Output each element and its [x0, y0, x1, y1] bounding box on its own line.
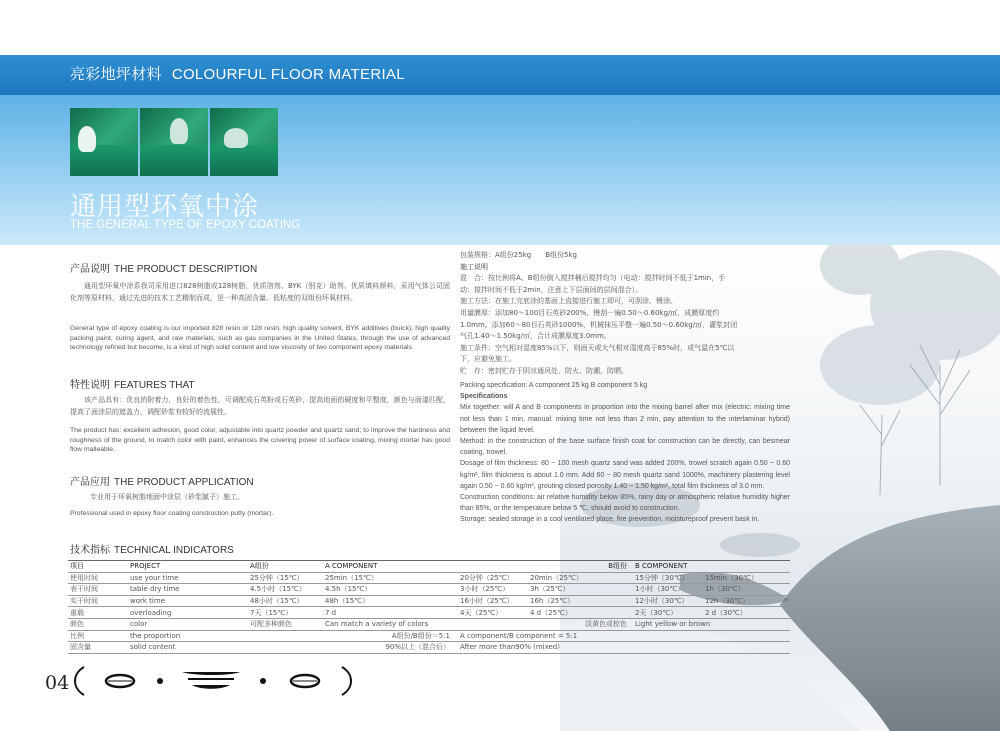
- table-cell: 16小时（25℃）: [458, 595, 528, 607]
- table-cell: 4 d（25℃）: [528, 607, 633, 619]
- features-heading: [70, 376, 195, 391]
- table-cell: 2 d（30℃）: [703, 607, 790, 619]
- floor-photo-3: [210, 108, 278, 176]
- technical-table: [68, 560, 790, 654]
- features-heading-en: FEATURES THAT: [114, 380, 195, 391]
- instruction-en-line: Construction conditions: air relative humidity below 85%, rainy day or atmospheric relative humidity higher than 85%, or the temperature below 5 ℃, should avoid to construction.: [460, 494, 790, 513]
- table-cell: 1h（30℃）: [703, 584, 790, 596]
- description-text-en: General type of epoxy coating is our imported 828 resin or 128 resin, high quality solvent, BYK additives (buick), high quality packing paint, curing agent, and raw materials, such as gas companies in the United States, through the use of advanced technology refined but become, is a kind of high solid content and low viscosity of two component epoxy materials.: [70, 325, 450, 351]
- table-cell: A COMPONENT: [323, 561, 458, 573]
- table-cell: 重载: [68, 607, 128, 619]
- table-row: [68, 618, 790, 630]
- product-title-en: THE GENERAL TYPE OF EPOXY COATING: [70, 219, 301, 231]
- instruction-line: 下，应避免施工。: [460, 355, 516, 364]
- instruction-en-line: Specifications: [460, 393, 508, 401]
- table-cell: 20分钟（25℃）: [458, 572, 528, 584]
- table-header-row: [68, 561, 790, 573]
- table-cell: 16h（25℃）: [528, 595, 633, 607]
- instruction-en-line: Method: in the construction of the base surface finish coat for construction can be directly, can besmear coating, trowel.: [460, 438, 790, 457]
- table-cell: 4天（25℃）: [458, 607, 528, 619]
- instructions-cn: [460, 250, 790, 378]
- table-cell: 25min（15℃）: [323, 572, 458, 584]
- table-row: [68, 572, 790, 584]
- description-heading-cn: 产品说明: [70, 264, 110, 275]
- instructions-en: [460, 380, 790, 526]
- table-row: [68, 595, 790, 607]
- instruction-en-line: Dosage of film thickness: 80 ~ 100 mesh quartz sand was added 200%, trowel scratch again 0.50 ~ 0.60 kg/m², film thickness is about 1.0 mm. Add 60 ~ 80 mesh quartz sand 1000%, machinery plastering level again 0.50 ~ 0.60 kg/m², grouting closed porosity 1.40 ~ 1.50 kg/m², total film thickness of 3.0 mm.: [460, 460, 790, 490]
- table-cell: 使用时间: [68, 572, 128, 584]
- table-cell: color: [128, 618, 248, 630]
- table-cell: A组份/B组份＝5:1: [248, 630, 458, 642]
- table-cell: After more than90% (mixed): [458, 642, 790, 654]
- instruction-en-line: Mix together: will A and B components in proportion into the mixing barrel after mix (electric: mixing time not less than 1 min, manual: mixing time not less than 2 min, pay attention to the interlaminar hybrid) between the liquid level.: [460, 404, 790, 434]
- table-cell: table dry time: [128, 584, 248, 596]
- table-cell: 3小时（25℃）: [458, 584, 528, 596]
- description-heading-en: THE PRODUCT DESCRIPTION: [114, 264, 258, 275]
- table-cell: 4.5小时（15℃）: [248, 584, 323, 596]
- technical-heading-cn: 技术指标: [70, 545, 110, 556]
- table-cell: use your time: [128, 572, 248, 584]
- table-cell: 可配多种颜色: [248, 618, 323, 630]
- instruction-line: 混 合：按比例将A、B组份倒入搅拌桶后搅拌均匀（电动：搅拌时间不低于1min，手: [460, 274, 726, 283]
- ornament-icon: [70, 664, 360, 698]
- table-cell: [458, 618, 528, 630]
- table-cell: 12小时（30℃）: [633, 595, 703, 607]
- table-cell: B COMPONENT: [633, 561, 790, 573]
- table-cell: Can match a variety of colors: [323, 618, 458, 630]
- instruction-line: 施工方法：在施工完底涂的基面上直接进行施工即可，可刮涂、镘涂。: [460, 297, 677, 306]
- table-cell: overloading: [128, 607, 248, 619]
- table-cell: 2天（30℃）: [633, 607, 703, 619]
- page-number: 04: [45, 672, 70, 694]
- table-row: [68, 630, 790, 642]
- table-cell: A component/B component = 5:1: [458, 630, 790, 642]
- table-cell: 淡黄色或棕色: [528, 618, 633, 630]
- table-cell: 表干时间: [68, 584, 128, 596]
- instruction-line: 施工条件：空气相对湿度85%以下，则雨天或大气相对湿度高于85%时，或气温在5℃以: [460, 343, 735, 352]
- description-heading: [70, 260, 257, 275]
- table-cell: 固含量: [68, 642, 128, 654]
- instruction-line: 用量膜厚：添加80～100目石英砂200%，镘刮一遍0.50～0.60kg/㎡，成膜厚度约: [460, 308, 720, 317]
- brand-title-cn: 亮彩地坪材料: [70, 65, 162, 83]
- table-cell: solid content: [128, 642, 248, 654]
- table-cell: PROJECT: [128, 561, 248, 573]
- application-heading-cn: 产品应用: [70, 477, 110, 488]
- brand-title-en: COLOURFUL FLOOR MATERIAL: [171, 66, 405, 83]
- instruction-line: 气孔1.40～1.50kg/㎡，合计成膜厚度3.0mm。: [460, 332, 611, 341]
- instruction-en-line: Storage: sealed storage in a cool ventilated place, fire prevention, moistureproof prevent bask in.: [460, 516, 760, 524]
- application-heading-en: THE PRODUCT APPLICATION: [114, 477, 254, 488]
- table-cell: 15分钟（30℃）: [633, 572, 703, 584]
- table-row: [68, 607, 790, 619]
- table-cell: B组份: [528, 561, 633, 573]
- table-cell: 7 d: [323, 607, 458, 619]
- technical-heading-en: TECHNICAL INDICATORS: [114, 545, 234, 556]
- table-cell: 比例: [68, 630, 128, 642]
- table-cell: the proportion: [128, 630, 248, 642]
- instruction-line: 施工说明: [460, 262, 488, 271]
- application-text-en: Professional used in epoxy floor coating construction putty (mortar).: [70, 510, 274, 517]
- application-heading: [70, 473, 254, 488]
- features-heading-cn: 特性说明: [70, 380, 110, 391]
- table-row: [68, 642, 790, 654]
- instruction-line: 包装规格：A组份25kg B组份5kg: [460, 251, 577, 259]
- product-title-cn: 通用型环氧中涂: [70, 192, 260, 222]
- table-cell: 7天（15℃）: [248, 607, 323, 619]
- application-text-cn: 专业用于环氧树脂地面中涂层（砂浆腻子）施工。: [90, 493, 244, 501]
- table-cell: 项目: [68, 561, 128, 573]
- brand-title: [70, 63, 405, 84]
- table-cell: 48h（15℃）: [323, 595, 458, 607]
- features-text-cn: 该产品具有：优良的附着力，良好的着色性，可调配成石英粉或石英砂，提高地面的硬度和平整度，颜色与面漆匹配，提高了面涂层的遮盖力，调配砂浆有较好的流展性。: [70, 396, 450, 416]
- table-cell: 90%以上（混合后）: [248, 642, 458, 654]
- table-cell: 15min（30℃）: [703, 572, 790, 584]
- table-cell: [458, 561, 528, 573]
- instruction-en-line: Packing specification: A component 25 kg B component 5 kg: [460, 382, 648, 389]
- table-cell: 1小时（30℃）: [633, 584, 703, 596]
- table-cell: 实干时间: [68, 595, 128, 607]
- table-cell: 12h（30℃）: [703, 595, 790, 607]
- technical-heading: [70, 541, 234, 556]
- table-cell: 颜色: [68, 618, 128, 630]
- table-cell: 4.5h（15℃）: [323, 584, 458, 596]
- table-cell: 25分钟（15℃）: [248, 572, 323, 584]
- table-row: [68, 584, 790, 596]
- table-cell: 48小时（15℃）: [248, 595, 323, 607]
- features-text-en: The product has: excellent adhesion, good color, adjustable into quartz powder and quartz sand; to improve the hardness and roughness of the ground, to match color with paint, enhances the covering power of surface coating, mixing mortar has good flow malleable.: [70, 427, 450, 453]
- table-cell: work time: [128, 595, 248, 607]
- table-cell: Light yellow or brown: [633, 618, 790, 630]
- instruction-line: 贮 存：密封贮存于阴凉通风处，防火、防潮，防晒。: [460, 366, 628, 375]
- table-cell: A组份: [248, 561, 323, 573]
- instruction-line: 1.0mm。添加60～80目石英砂1000%，机械抹压平整一遍0.50～0.60kg/㎡，灌浆封闭: [460, 320, 738, 329]
- table-cell: 3h（25℃）: [528, 584, 633, 596]
- floor-photo-2: [140, 108, 208, 176]
- floor-photo-1: [70, 108, 138, 176]
- table-cell: 20min（25℃）: [528, 572, 633, 584]
- instruction-line: 动：搅拌时间不低于2min，注意上下层面间的层间混合）。: [460, 285, 643, 294]
- description-text-cn: 通用型环氧中涂系我司采用进口828树脂或128树脂，优质溶剂、BYK（别克）助剂、优质填料颜料，采用气体公司固化剂等原材料，通过先进的技术工艺精制而成，是一种高固含量、低粘度的双组份环氧材料。: [70, 282, 450, 302]
